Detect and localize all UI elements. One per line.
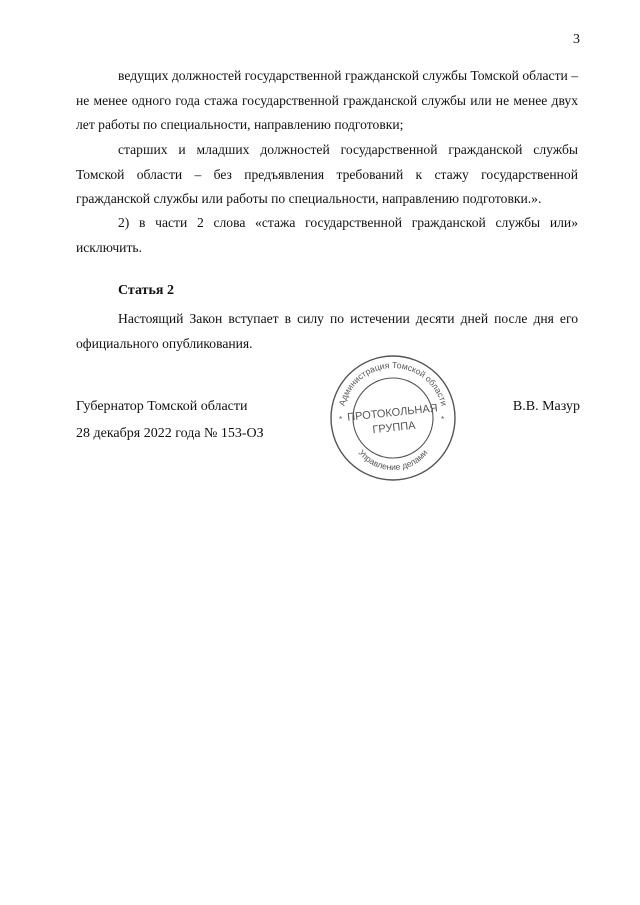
page-number: 3 <box>573 32 580 47</box>
svg-text:*: * <box>441 415 445 424</box>
paragraph-part-2-amendment: 2) в части 2 слова «стажа государственной гражданской службы или» исключить. <box>76 215 578 255</box>
stamp-seal <box>327 352 459 482</box>
signatory-position: Губернатор Томской области <box>76 399 248 414</box>
article-2-heading: Статья 2 <box>118 283 174 298</box>
paragraph-leading-positions: ведущих должностей государственной гражданской службы Томской области – не менее одного года стажа государственной гражданской службы или не менее двух лет работы по специальности, направлению подготовки; <box>76 68 578 132</box>
article-2-text: Настоящий Закон вступает в силу по истечении десяти дней после дня его официального опубликования. <box>76 311 578 351</box>
stamp-ring-bottom-text: Управление делами <box>356 447 430 473</box>
official-stamp <box>327 352 459 482</box>
law-date-number: 28 декабря 2022 года № 153-ОЗ <box>76 426 264 441</box>
paragraph-senior-junior-positions: старших и младших должностей государственной гражданской службы Томской области – без предъявления требований к стажу государственной гражданской службы или работы по специальности, направлению подготовки.». <box>76 142 578 206</box>
svg-text:*: * <box>339 415 343 424</box>
stamp-center-line1: ПРОТОКОЛЬНАЯ <box>346 402 439 424</box>
stamp-ring-top-text: Администрация Томской области <box>336 359 450 407</box>
stamp-center-line2: ГРУППА <box>371 419 417 437</box>
signatory-name: В.В. Мазур <box>512 399 580 414</box>
